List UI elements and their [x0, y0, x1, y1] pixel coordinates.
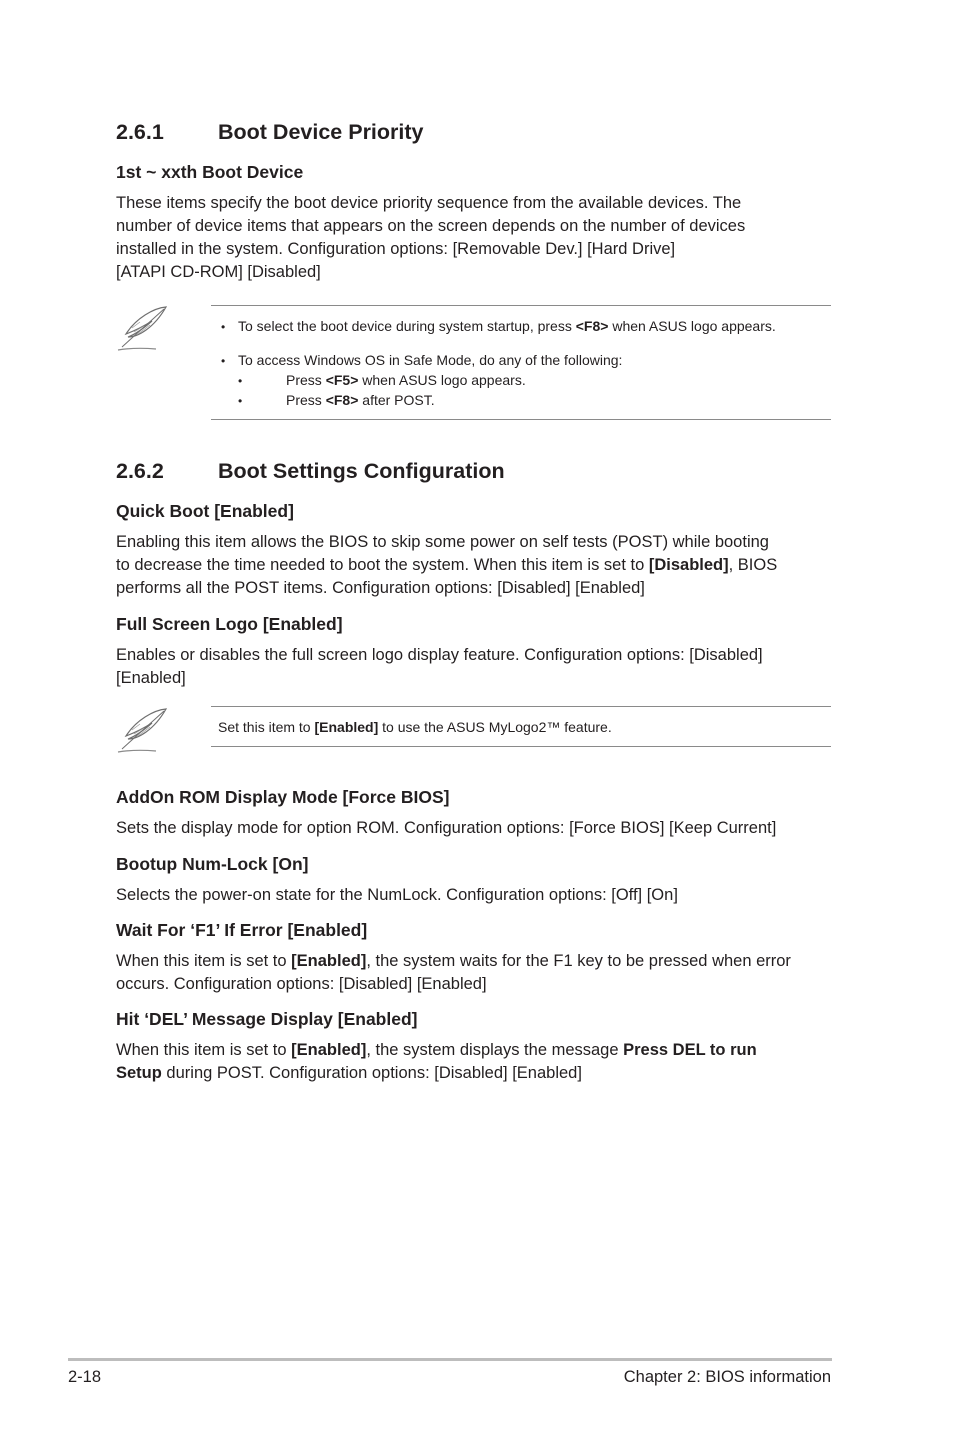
note-top-rule	[211, 706, 831, 707]
page-number: 2-18	[68, 1368, 102, 1386]
section-title-boot-settings	[116, 459, 505, 484]
item-title-full-screen-logo: Full Screen Logo [Enabled]	[116, 614, 343, 634]
numlock-description	[116, 884, 836, 907]
feather-pen-icon	[114, 706, 170, 754]
wait-f1-description	[116, 950, 836, 996]
section-number: 2.6.1	[116, 120, 164, 144]
section-heading: Boot Settings Configuration	[218, 459, 505, 483]
text-line: Enables or disables the full screen logo display feature. Configuration options: [Disabled]	[116, 646, 763, 664]
item-title-quick-boot: Quick Boot [Enabled]	[116, 501, 294, 521]
sub-bullet: •	[238, 374, 243, 388]
text-line: [Enabled]	[116, 669, 186, 687]
note-bullet-select-boot: To select the boot device during system startup, press <F8> when ASUS logo appears.	[238, 318, 776, 334]
text-line: Enabling this item allows the BIOS to skip some power on self tests (POST) while booting	[116, 533, 769, 551]
footer-rule	[68, 1358, 832, 1361]
note-top-rule	[211, 305, 831, 306]
text-line: number of device items that appears on the screen depends on the number of devices	[116, 217, 746, 235]
text-line: Setup during POST. Configuration options: [Disabled] [Enabled]	[116, 1064, 582, 1082]
bullet: •	[221, 354, 226, 368]
text-line: When this item is set to [Enabled], the system displays the message Press DEL to run	[116, 1041, 757, 1059]
note-bullet-safe-mode: To access Windows OS in Safe Mode, do any of the following:	[238, 352, 623, 368]
section-number: 2.6.2	[116, 459, 164, 483]
text-line: performs all the POST items. Configuration options: [Disabled] [Enabled]	[116, 579, 645, 597]
addon-rom-description	[116, 817, 836, 840]
note-sub-bullet-f8: Press <F8> after POST.	[286, 392, 435, 408]
bullet: •	[221, 320, 226, 334]
quick-boot-description	[116, 531, 836, 600]
text-line: Selects the power-on state for the NumLock. Configuration options: [Off] [On]	[116, 886, 678, 904]
item-title-boot-device: 1st ~ xxth Boot Device	[116, 162, 304, 182]
text-line: to decrease the time needed to boot the system. When this item is set to [Disabled], BIOS	[116, 556, 778, 574]
note-bottom-rule	[211, 746, 831, 747]
item-title-hit-del: Hit ‘DEL’ Message Display [Enabled]	[116, 1009, 418, 1029]
feather-pen-icon	[114, 304, 170, 352]
text-line: Sets the display mode for option ROM. Configuration options: [Force BIOS] [Keep Current]	[116, 819, 777, 837]
note-bottom-rule	[211, 419, 831, 420]
item-title-wait-f1: Wait For ‘F1’ If Error [Enabled]	[116, 920, 368, 940]
boot-device-description	[116, 192, 836, 284]
text-line: [ATAPI CD-ROM] [Disabled]	[116, 263, 321, 281]
chapter-title: Chapter 2: BIOS information	[623, 1368, 831, 1386]
section-heading: Boot Device Priority	[218, 120, 424, 144]
section-title-boot-device-priority	[116, 120, 424, 145]
text-line: When this item is set to [Enabled], the system waits for the F1 key to be pressed when error	[116, 952, 791, 970]
text-line: occurs. Configuration options: [Disabled] [Enabled]	[116, 975, 487, 993]
item-title-addon-rom: AddOn ROM Display Mode [Force BIOS]	[116, 787, 450, 807]
full-screen-logo-description	[116, 644, 836, 690]
hit-del-description	[116, 1039, 836, 1085]
note-sub-bullet-f5: Press <F5> when ASUS logo appears.	[286, 372, 526, 388]
item-title-numlock: Bootup Num-Lock [On]	[116, 854, 309, 874]
text-line: These items specify the boot device priority sequence from the available devices. The	[116, 194, 742, 212]
text-line: installed in the system. Configuration options: [Removable Dev.] [Hard Drive]	[116, 240, 676, 258]
sub-bullet: •	[238, 394, 243, 408]
note-mylogo: Set this item to [Enabled] to use the ASUS MyLogo2™ feature.	[218, 719, 612, 735]
